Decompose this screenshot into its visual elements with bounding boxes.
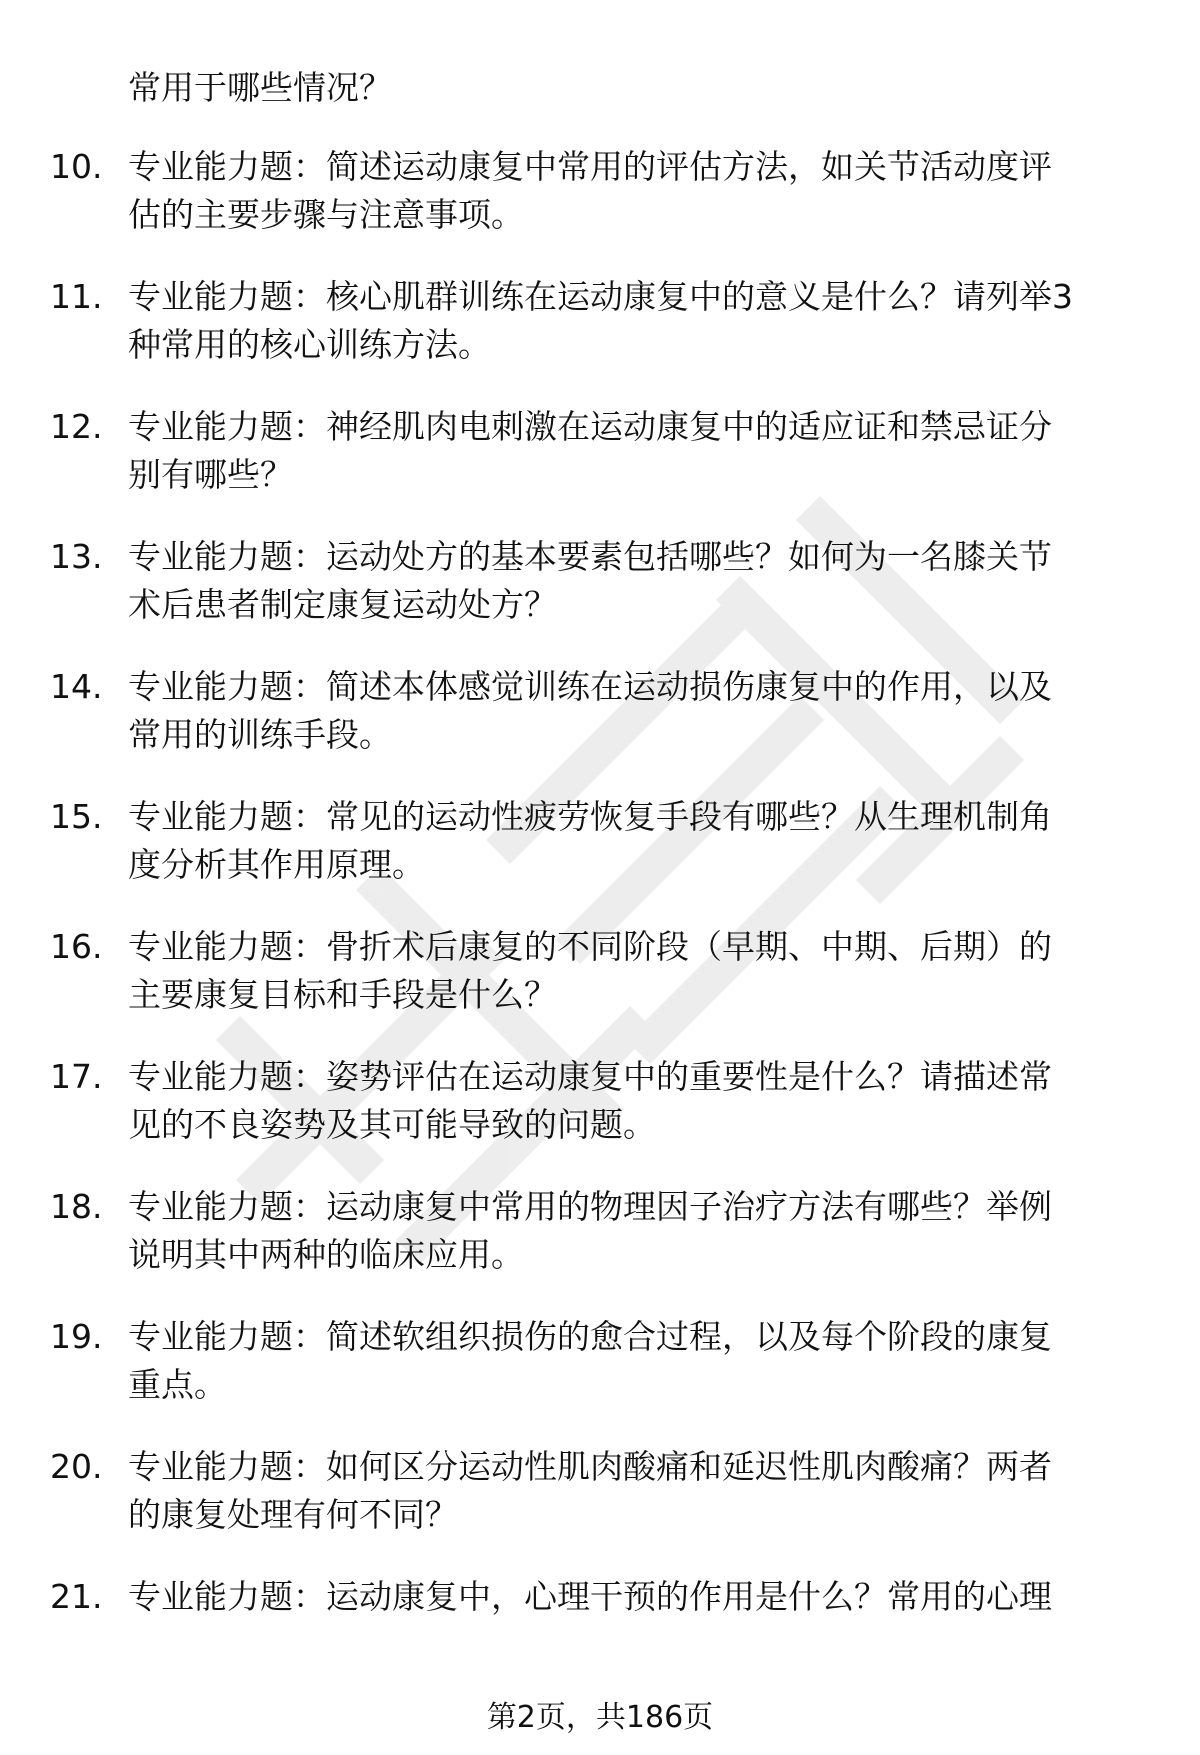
question-number: 16.	[50, 927, 103, 966]
question-item	[50, 1313, 1160, 1443]
question-text-line-2: 见的不良姿势及其可能导致的问题。	[128, 1105, 656, 1144]
question-text-line-2: 别有哪些？	[128, 455, 293, 494]
question-text-line-2: 说明其中两种的临床应用。	[128, 1235, 524, 1274]
question-number: 10.	[50, 147, 103, 186]
question-text-line-1: 专业能力题：简述本体感觉训练在运动损伤康复中的作用，以及	[128, 667, 1052, 706]
question-text-line-1: 专业能力题：简述运动康复中常用的评估方法，如关节活动度评	[128, 147, 1052, 186]
question-item	[50, 273, 1160, 403]
question-text-line-1: 专业能力题：运动康复中，心理干预的作用是什么？常用的心理	[128, 1577, 1052, 1616]
question-number: 18.	[50, 1187, 103, 1226]
question-number: 20.	[50, 1447, 103, 1486]
question-number: 13.	[50, 537, 103, 576]
question-number: 21.	[50, 1577, 103, 1616]
question-text-line-2: 的康复处理有何不同？	[128, 1495, 458, 1534]
question-item	[50, 1183, 1160, 1313]
question-text-line-1: 专业能力题：简述软组织损伤的愈合过程，以及每个阶段的康复	[128, 1317, 1052, 1356]
question-number: 11.	[50, 277, 103, 316]
question-number: 14.	[50, 667, 103, 706]
question-text-line-2: 常用的训练手段。	[128, 715, 392, 754]
question-text-line-2: 重点。	[128, 1365, 227, 1404]
page-footer: 第2页，共186页	[486, 1700, 714, 1735]
question-text-line-1: 专业能力题：运动康复中常用的物理因子治疗方法有哪些？举例	[128, 1187, 1052, 1226]
question-number: 19.	[50, 1317, 103, 1356]
question-item	[50, 533, 1160, 663]
question-item	[50, 1053, 1160, 1183]
continued-question-line: 常用于哪些情况？	[128, 68, 392, 107]
question-text-line-1: 专业能力题：常见的运动性疲劳恢复手段有哪些？从生理机制角	[128, 797, 1052, 836]
question-text-line-1: 专业能力题：核心肌群训练在运动康复中的意义是什么？请列举3	[128, 277, 1073, 316]
question-text-line-1: 专业能力题：如何区分运动性肌肉酸痛和延迟性肌肉酸痛？两者	[128, 1447, 1052, 1486]
question-item	[50, 403, 1160, 533]
question-text-line-1: 专业能力题：运动处方的基本要素包括哪些？如何为一名膝关节	[128, 537, 1052, 576]
question-item	[50, 793, 1160, 923]
question-text-line-2: 估的主要步骤与注意事项。	[128, 195, 524, 234]
question-item	[50, 923, 1160, 1053]
question-text-line-1: 专业能力题：姿势评估在运动康复中的重要性是什么？请描述常	[128, 1057, 1052, 1096]
question-number: 12.	[50, 407, 103, 446]
question-text-line-2: 种常用的核心训练方法。	[128, 325, 491, 364]
question-item	[50, 1443, 1160, 1573]
question-item	[50, 663, 1160, 793]
question-number: 17.	[50, 1057, 103, 1096]
question-text-line-1: 专业能力题：神经肌肉电刺激在运动康复中的适应证和禁忌证分	[128, 407, 1052, 446]
question-text-line-1: 专业能力题：骨折术后康复的不同阶段（早期、中期、后期）的	[128, 927, 1052, 966]
question-item	[50, 143, 1160, 273]
question-text-line-2: 术后患者制定康复运动处方？	[128, 585, 557, 624]
question-list	[50, 143, 1160, 1703]
question-number: 15.	[50, 797, 103, 836]
question-text-line-2: 度分析其作用原理。	[128, 845, 425, 884]
question-item	[50, 1573, 1160, 1703]
question-text-line-2: 主要康复目标和手段是什么？	[128, 975, 557, 1014]
